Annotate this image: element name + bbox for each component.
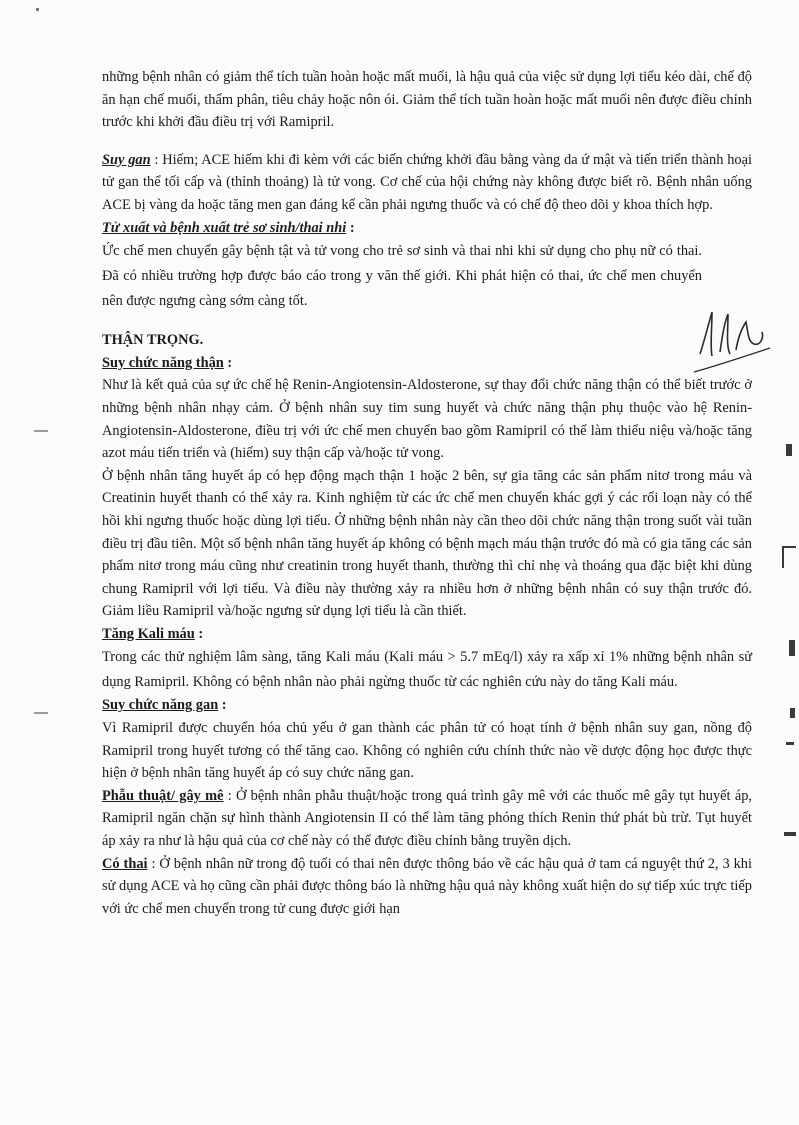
renal-paragraph-1: Như là kết quả của sự ức chế hệ Renin-Angiotensin-Aldosterone, sự thay đổi chức năng thận có thể biết trước ở những bệnh nhân nhạy cảm. Ở bệnh nhân suy tim sung huyết và chức năng thận phụ thuộc vào hệ Renin-Angiotensin-Aldosterone, điều trị với ức chế men chuyển bao gồm Ramipril có thể làm thiểu niệu và/hoặc tăng azot máu tiến triển và (hiếm) suy thận cấp và/hoặc tử vong.: [102, 377, 752, 462]
scan-mark-left-2: [34, 712, 48, 714]
handwritten-signature: [690, 302, 772, 376]
hepatic-paragraph: Vì Ramipril được chuyển hóa chủ yếu ở gan thành các phân tử có hoạt tính ở bệnh nhân suy gan, nồng độ Ramipril trong huyết tương có thể tăng cao. Không có nghiên cứu chính thức nào về dược động học được thực hiện ở bệnh nhân tăng huyết áp có suy chức năng gan.: [102, 720, 752, 782]
renal-heading-suffix: :: [223, 354, 233, 371]
pregnancy-paragraph: [102, 853, 752, 921]
pregnancy-heading: Có thai: [102, 855, 148, 872]
scan-mark-right-3: [789, 640, 795, 656]
hepatic-heading-suffix: :: [218, 697, 227, 714]
surgery-text: : Ở bệnh nhân phẫu thuật/hoặc trong quá trình gây mê với các thuốc mê gây tụt huyết áp, Ramipril ngăn chặn sự hình thành Angiotensin II có thể làm tăng phóng thích Renin thứ phát bù trừ. Tụt huyết áp xảy ra như là hậu quả của cơ chế này có thể được điều chỉnh bằng truyền dịch.: [102, 787, 752, 850]
renal-heading: Suy chức năng thận: [102, 354, 224, 371]
pregnancy-text: : Ở bệnh nhân nữ trong độ tuổi có thai nên được thông báo về các hậu quả ở tam cá nguyệt thứ 2, 3 khi sử dụng ACE và họ cũng cần phải được thông báo là những hậu quả này không xuất hiện do sự tiếp xúc trực tiếp với ức chế men chuyển trong tử cung được giới hạn: [102, 855, 752, 917]
scan-mark-right-4: [790, 708, 795, 718]
intro-paragraph: những bệnh nhân có giảm thể tích tuần hoàn hoặc mất muối, là hậu quả của việc sử dụng lợi tiểu kéo dài, chế độ ăn hạn chế muối, thẩm phân, tiêu chảy hoặc nôn ói. Giảm thể tích tuần hoàn hoặc mất muối nên được điều chỉnh trước khi khởi đầu điều trị với Ramipril.: [102, 69, 752, 131]
potassium-heading-line: [102, 623, 752, 646]
surgery-paragraph: [102, 785, 752, 853]
fetal-heading-line: [102, 217, 752, 240]
fetal-heading: Tử xuất và bệnh xuất trẻ sơ sinh/thai nhi: [102, 219, 347, 236]
renal-paragraph-2: Ở bệnh nhân tăng huyết áp có hẹp động mạch thận 1 hoặc 2 bên, sự gia tăng các sản phẩm nitơ trong máu và Creatinin huyết thanh có thể xảy ra. Kinh nghiệm từ các ức chế men chuyển khác gợi ý các rối loạn này có thể hồi khi ngưng thuốc hoặc dùng lợi tiểu. Ở những bệnh nhân này cần theo dõi chức năng thận trong suốt vài tuần điều trị đầu tiên. Một số bệnh nhân tăng huyết áp không có bệnh mạch máu thận trước đó mà có gia tăng các sản phẩm nitơ trong máu cũng như creatinin trong huyết thanh, thường thì chỉ nhẹ và thoáng qua đặc biệt khi dùng chung Ramipril với lợi tiểu. Và điều này thường xảy ra nhiều hơn ở những bệnh nhân có suy thận trước đó. Giảm liều Ramipril và/hoặc ngưng sử dụng lợi tiểu là cần thiết.: [102, 467, 752, 620]
potassium-paragraph: Trong các thử nghiệm lâm sàng, tăng Kali máu (Kali máu > 5.7 mEq/l) xảy ra xấp xỉ 1% những bệnh nhân sử dụng Ramipril. Không có bệnh nhân nào phải ngừng thuốc từ các nghiên cứu này do tăng Kali máu.: [102, 649, 752, 690]
fetal-heading-suffix: :: [346, 219, 355, 236]
liver-failure-heading: Suy gan: [102, 151, 151, 168]
scan-mark-right-2: [782, 546, 796, 568]
hepatic-heading-line: [102, 694, 752, 717]
fetal-paragraph: Ức chế men chuyển gây bệnh tật và tử vong cho trẻ sơ sinh và thai nhi khi sử dụng cho phụ nữ có thai. Đã có nhiều trường hợp được báo cáo trong y văn thế giới. Khi phát hiện có thai, ức chế men chuyển nên được ngưng càng sớm càng tốt.: [102, 243, 702, 310]
precautions-title: THẬN TRỌNG.: [102, 332, 204, 349]
scan-mark-left-1: [34, 430, 48, 432]
scan-mark-right-6: [784, 832, 796, 836]
scan-mark-right-5: [786, 742, 794, 745]
liver-failure-paragraph: [102, 149, 752, 217]
scan-mark-top-left: [36, 8, 39, 11]
scan-mark-right-1: [786, 444, 792, 456]
potassium-heading: Tăng Kali máu: [102, 625, 195, 642]
liver-failure-text: : Hiếm; ACE hiếm khi đi kèm với các biến chứng khởi đầu bằng vàng da ứ mật và tiến triển thành hoại tử gan thể tối cấp và (thỉnh thoảng) là tử vong. Cơ chế của hội chứng này không được biết rõ. Bệnh nhân uống ACE bị vàng da hoặc tăng men gan đáng kể cần phải ngưng thuốc và có chế độ theo dõi y khoa thích hợp.: [102, 151, 752, 213]
document-page: [102, 66, 752, 920]
surgery-heading: Phẫu thuật/ gây mê: [102, 787, 224, 804]
renal-heading-line: [102, 352, 752, 375]
hepatic-heading: Suy chức năng gan: [102, 697, 219, 714]
potassium-heading-suffix: :: [194, 625, 204, 642]
